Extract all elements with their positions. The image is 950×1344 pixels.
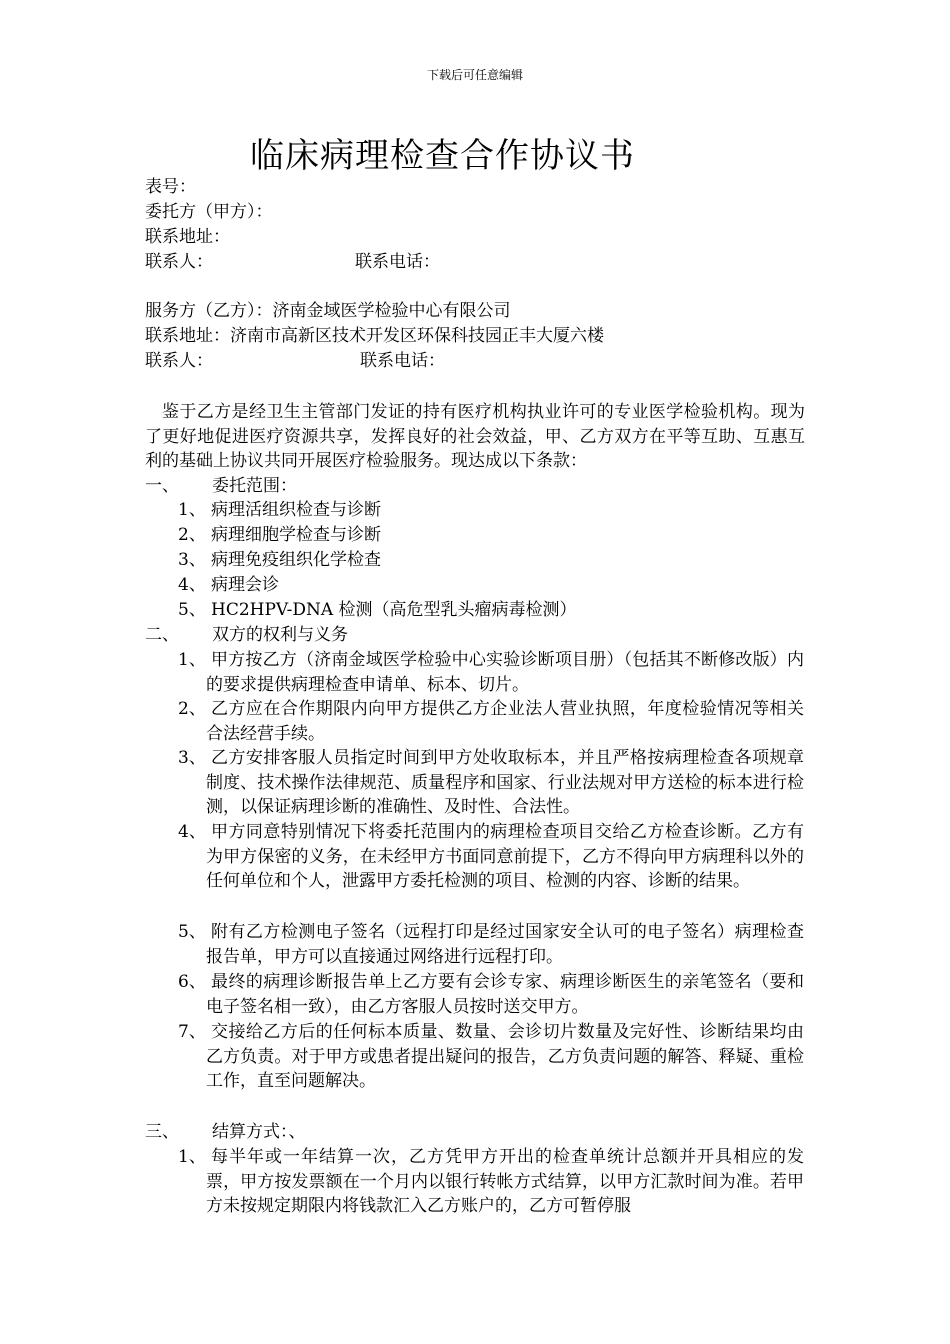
section2-item-number: 5、 xyxy=(178,922,206,942)
section1-item-text: 病理细胞学检查与诊断 xyxy=(211,525,381,545)
section1-item-text: HC2HPV-DNA 检测（高危型乳头瘤病毒检测） xyxy=(211,600,577,620)
section3-item-text: 每半年或一年结算一次，乙方凭甲方开出的检查单统计总额并开具相应的发票，甲方按发票额在一个月内以银行转帐方式结算，以甲方汇款时间为准。若甲方未按规定期限内将钱款汇入乙方账户的，乙方可暂停服 xyxy=(206,1147,804,1216)
section1-item-number: 5、 xyxy=(178,600,206,620)
header-note: 下载后可任意编辑 xyxy=(426,68,523,82)
section2-item-number: 7、 xyxy=(178,1022,206,1042)
section3-item-number: 1、 xyxy=(178,1147,206,1167)
section2-item-text: 交接给乙方后的任何标本质量、数量、会诊切片数量及完好性、诊断结果均由乙方负责。对于甲方或患者提出疑问的报告，乙方负责问题的解答、释疑、重检工作，直至问题解决。 xyxy=(206,1022,804,1091)
service-provider-line: 服务方（乙方）：济南金域医学检验中心有限公司 xyxy=(145,301,511,321)
form-number-label: 表号： xyxy=(145,177,196,197)
section1-item-number: 1、 xyxy=(178,500,206,520)
section2-item-number: 4、 xyxy=(178,822,206,842)
section2-title: 双方的权利与义务 xyxy=(212,625,348,645)
section3-title: 结算方式：、 xyxy=(212,1122,306,1142)
section2-number: 二、 xyxy=(145,625,179,645)
client-phone-label: 联系电话： xyxy=(355,252,440,272)
section2-item-text: 甲方按乙方（济南金域医学检验中心实验诊断项目册）（包括其不断修改版）内的要求提供病理检查申请单、标本、切片。 xyxy=(206,650,804,695)
section2-item-text: 乙方安排客服人员指定时间到甲方处收取标本，并且严格按病理检查各项规章制度、技术操作法律规范、质量程序和国家、行业法规对甲方送检的标本进行检测，以保证病理诊断的准确性、及时性、合法性。 xyxy=(206,748,804,817)
provider-phone-label: 联系电话： xyxy=(360,351,445,371)
section1-item-number: 3、 xyxy=(178,550,206,570)
section1-number: 一、 xyxy=(145,476,179,496)
section1-item-text: 病理免疫组织化学检查 xyxy=(211,550,381,570)
provider-address-line: 联系地址：济南市高新区技术开发区环保科技园正丰大厦六楼 xyxy=(145,326,604,346)
section1-item-text: 病理会诊 xyxy=(211,575,279,595)
section2-item-number: 3、 xyxy=(178,748,206,768)
section1-title: 委托范围： xyxy=(212,476,297,496)
section2-item-text: 乙方应在合作期限内向甲方提供乙方企业法人营业执照，年度检验情况等相关合法经营手续。 xyxy=(206,699,804,744)
section1-item-number: 4、 xyxy=(178,575,206,595)
section2-item-number: 1、 xyxy=(178,650,206,670)
intro-paragraph: 鉴于乙方是经卫生主管部门发证的持有医疗机构执业许可的专业医学检验机构。现为了更好地促进医疗资源共享，发挥良好的社会效益，甲、乙方双方在平等互助、互惠互利的基础上协议共同开展医疗检验服务。现达成以下条款： xyxy=(145,402,805,471)
section2-item-text: 最终的病理诊断报告单上乙方要有会诊专家、病理诊断医生的亲笔签名（要和电子签名相一致），由乙方客服人员按时送交甲方。 xyxy=(206,972,804,1017)
document-title: 临床病理检查合作协议书 xyxy=(250,136,635,176)
section2-item-text: 甲方同意特别情况下将委托范围内的病理检查项目交给乙方检查诊断。乙方有为甲方保密的义务，在未经甲方书面同意前提下，乙方不得向甲方病理科以外的任何单位和个人，泄露甲方委托检测的项目、检测的内容、诊断的结果。 xyxy=(206,822,804,891)
section2-item-text: 附有乙方检测电子签名（远程打印是经过国家安全认可的电子签名）病理检查报告单，甲方可以直接通过网络进行远程打印。 xyxy=(206,922,804,967)
section1-item-number: 2、 xyxy=(178,525,206,545)
section1-item-text: 病理活组织检查与诊断 xyxy=(211,500,381,520)
provider-contact-label: 联系人： xyxy=(145,351,213,371)
section2-item-number: 2、 xyxy=(178,699,206,719)
client-label: 委托方（甲方）： xyxy=(145,202,273,222)
client-address-label: 联系地址： xyxy=(145,227,230,247)
section2-item-number: 6、 xyxy=(178,972,206,992)
client-contact-label: 联系人： xyxy=(145,252,213,272)
section3-number: 三、 xyxy=(145,1122,179,1142)
